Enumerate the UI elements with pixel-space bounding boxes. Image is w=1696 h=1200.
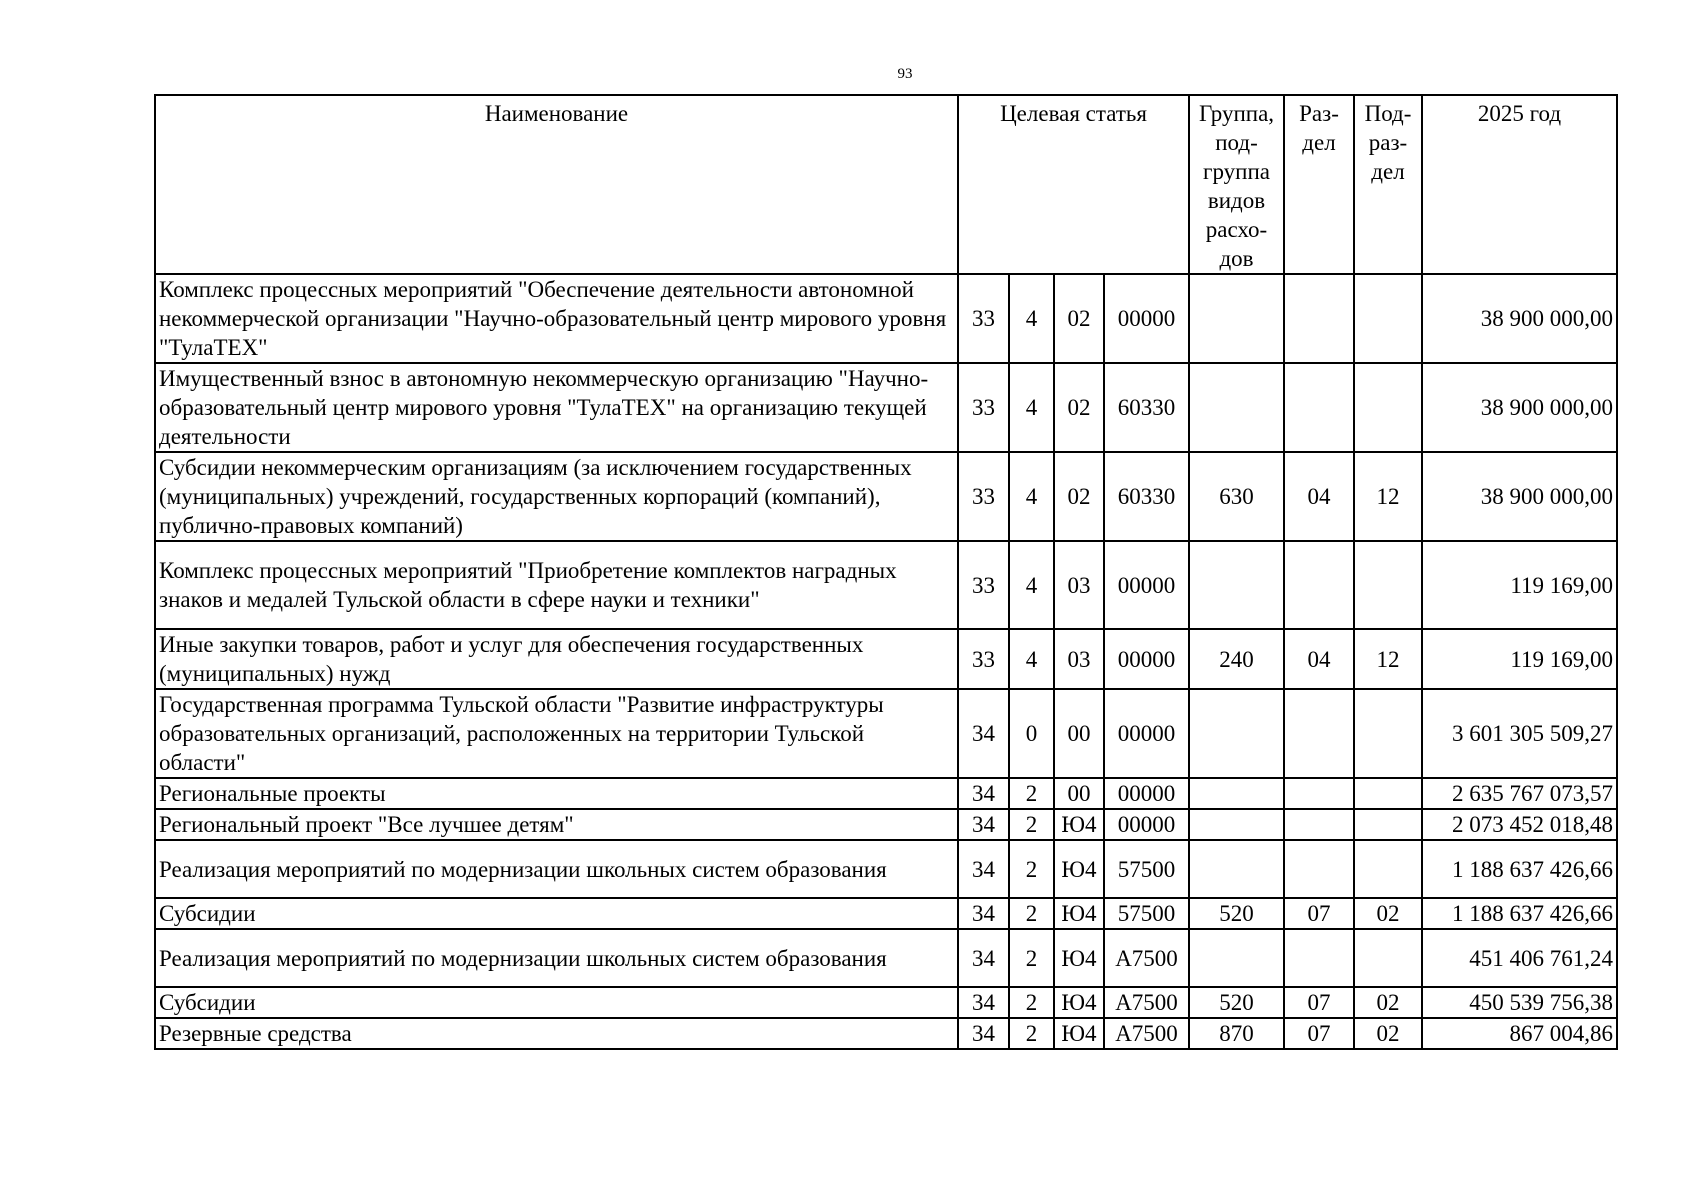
target-article-program: 34 xyxy=(958,809,1009,840)
target-article-subprogram: Ю4 xyxy=(1054,898,1104,929)
section-code: 07 xyxy=(1284,987,1354,1018)
section-code: 07 xyxy=(1284,898,1354,929)
section-code xyxy=(1284,809,1354,840)
section-code xyxy=(1284,363,1354,452)
target-article-type: 2 xyxy=(1009,1018,1054,1049)
amount-2025: 38 900 000,00 xyxy=(1422,274,1617,363)
target-article-program: 34 xyxy=(958,987,1009,1018)
target-article-subprogram: 02 xyxy=(1054,274,1104,363)
expense-group xyxy=(1189,363,1284,452)
target-article-subprogram: Ю4 xyxy=(1054,840,1104,898)
amount-2025: 867 004,86 xyxy=(1422,1018,1617,1049)
target-article-direction: А7500 xyxy=(1104,1018,1189,1049)
row-name: Региональный проект "Все лучшее детям" xyxy=(155,809,958,840)
subsection-code xyxy=(1354,689,1422,778)
table-row xyxy=(155,929,1617,987)
subsection-code: 02 xyxy=(1354,987,1422,1018)
row-name: Реализация мероприятий по модернизации школьных систем образования xyxy=(155,840,958,898)
target-article-subprogram: 03 xyxy=(1054,629,1104,689)
row-name: Резервные средства xyxy=(155,1018,958,1049)
table-row xyxy=(155,274,1617,363)
target-article-program: 33 xyxy=(958,363,1009,452)
row-name: Комплекс процессных мероприятий "Приобретение комплектов наградных знаков и медалей Тульской области в сфере науки и техники" xyxy=(155,541,958,629)
table-row xyxy=(155,452,1617,541)
row-name: Субсидии некоммерческим организациям (за исключением государственных (муниципальных) учреждений, государственных корпораций (компаний), публично-правовых компаний) xyxy=(155,452,958,541)
subsection-code xyxy=(1354,541,1422,629)
row-name: Субсидии xyxy=(155,898,958,929)
subsection-code xyxy=(1354,274,1422,363)
expense-group xyxy=(1189,778,1284,809)
subsection-code: 02 xyxy=(1354,1018,1422,1049)
target-article-program: 33 xyxy=(958,541,1009,629)
section-code xyxy=(1284,689,1354,778)
subsection-code: 12 xyxy=(1354,629,1422,689)
table-body xyxy=(155,274,1617,1049)
expense-group xyxy=(1189,541,1284,629)
amount-2025: 450 539 756,38 xyxy=(1422,987,1617,1018)
target-article-direction: А7500 xyxy=(1104,929,1189,987)
row-name: Иные закупки товаров, работ и услуг для обеспечения государственных (муниципальных) нужд xyxy=(155,629,958,689)
expense-group xyxy=(1189,274,1284,363)
section-code xyxy=(1284,541,1354,629)
target-article-subprogram: 00 xyxy=(1054,778,1104,809)
target-article-type: 2 xyxy=(1009,778,1054,809)
amount-2025: 3 601 305 509,27 xyxy=(1422,689,1617,778)
expense-group xyxy=(1189,689,1284,778)
target-article-type: 2 xyxy=(1009,809,1054,840)
subsection-code xyxy=(1354,929,1422,987)
target-article-subprogram: Ю4 xyxy=(1054,809,1104,840)
header-expense-group: Группа, под-группа видов расхо-дов xyxy=(1189,95,1284,274)
amount-2025: 38 900 000,00 xyxy=(1422,363,1617,452)
section-code xyxy=(1284,778,1354,809)
row-name: Региональные проекты xyxy=(155,778,958,809)
target-article-type: 2 xyxy=(1009,929,1054,987)
target-article-direction: 00000 xyxy=(1104,541,1189,629)
table-row xyxy=(155,987,1617,1018)
target-article-program: 33 xyxy=(958,274,1009,363)
section-code xyxy=(1284,929,1354,987)
section-code xyxy=(1284,274,1354,363)
target-article-direction: 00000 xyxy=(1104,689,1189,778)
target-article-direction: А7500 xyxy=(1104,987,1189,1018)
expense-group: 520 xyxy=(1189,898,1284,929)
subsection-code xyxy=(1354,363,1422,452)
table-row xyxy=(155,778,1617,809)
target-article-program: 34 xyxy=(958,778,1009,809)
page-number: 93 xyxy=(897,66,913,82)
expense-group xyxy=(1189,929,1284,987)
table-row xyxy=(155,689,1617,778)
header-year-2025: 2025 год xyxy=(1422,95,1617,274)
amount-2025: 38 900 000,00 xyxy=(1422,452,1617,541)
header-name: Наименование xyxy=(155,95,958,274)
expense-group: 630 xyxy=(1189,452,1284,541)
row-name: Имущественный взнос в автономную некоммерческую организацию "Научно-образовательный центр мирового уровня "ТулаТЕХ" на организацию текущей деятельности xyxy=(155,363,958,452)
table-row xyxy=(155,898,1617,929)
amount-2025: 119 169,00 xyxy=(1422,629,1617,689)
target-article-type: 4 xyxy=(1009,363,1054,452)
table-header-row xyxy=(155,95,1617,274)
header-subsection: Под-раз-дел xyxy=(1354,95,1422,274)
subsection-code xyxy=(1354,840,1422,898)
target-article-direction: 00000 xyxy=(1104,629,1189,689)
target-article-subprogram: 03 xyxy=(1054,541,1104,629)
row-name: Субсидии xyxy=(155,987,958,1018)
target-article-type: 4 xyxy=(1009,274,1054,363)
amount-2025: 1 188 637 426,66 xyxy=(1422,898,1617,929)
target-article-program: 34 xyxy=(958,840,1009,898)
target-article-direction: 00000 xyxy=(1104,809,1189,840)
target-article-direction: 00000 xyxy=(1104,778,1189,809)
row-name: Комплекс процессных мероприятий "Обеспечение деятельности автономной некоммерческой организации "Научно-образовательный центр мирового уровня "ТулаТЕХ" xyxy=(155,274,958,363)
table-row xyxy=(155,363,1617,452)
table-row xyxy=(155,629,1617,689)
target-article-direction: 60330 xyxy=(1104,452,1189,541)
table-row xyxy=(155,1018,1617,1049)
expense-group xyxy=(1189,809,1284,840)
amount-2025: 451 406 761,24 xyxy=(1422,929,1617,987)
target-article-type: 4 xyxy=(1009,629,1054,689)
target-article-subprogram: Ю4 xyxy=(1054,987,1104,1018)
table-row xyxy=(155,809,1617,840)
subsection-code: 02 xyxy=(1354,898,1422,929)
target-article-subprogram: Ю4 xyxy=(1054,1018,1104,1049)
expense-group: 520 xyxy=(1189,987,1284,1018)
target-article-direction: 57500 xyxy=(1104,898,1189,929)
budget-table xyxy=(154,94,1618,1050)
target-article-program: 34 xyxy=(958,689,1009,778)
section-code: 04 xyxy=(1284,629,1354,689)
target-article-program: 34 xyxy=(958,929,1009,987)
target-article-program: 33 xyxy=(958,629,1009,689)
target-article-type: 2 xyxy=(1009,987,1054,1018)
amount-2025: 2 073 452 018,48 xyxy=(1422,809,1617,840)
target-article-direction: 57500 xyxy=(1104,840,1189,898)
amount-2025: 119 169,00 xyxy=(1422,541,1617,629)
target-article-subprogram: 02 xyxy=(1054,363,1104,452)
header-target-article: Целевая статья xyxy=(958,95,1189,274)
section-code: 04 xyxy=(1284,452,1354,541)
expense-group: 240 xyxy=(1189,629,1284,689)
target-article-type: 4 xyxy=(1009,541,1054,629)
target-article-direction: 00000 xyxy=(1104,274,1189,363)
subsection-code xyxy=(1354,778,1422,809)
target-article-type: 2 xyxy=(1009,840,1054,898)
target-article-subprogram: 00 xyxy=(1054,689,1104,778)
target-article-subprogram: 02 xyxy=(1054,452,1104,541)
table-row xyxy=(155,541,1617,629)
section-code xyxy=(1284,840,1354,898)
target-article-type: 2 xyxy=(1009,898,1054,929)
row-name: Реализация мероприятий по модернизации школьных систем образования xyxy=(155,929,958,987)
section-code: 07 xyxy=(1284,1018,1354,1049)
amount-2025: 1 188 637 426,66 xyxy=(1422,840,1617,898)
target-article-program: 34 xyxy=(958,1018,1009,1049)
expense-group xyxy=(1189,840,1284,898)
header-section: Раз-дел xyxy=(1284,95,1354,274)
amount-2025: 2 635 767 073,57 xyxy=(1422,778,1617,809)
target-article-type: 4 xyxy=(1009,452,1054,541)
subsection-code xyxy=(1354,809,1422,840)
subsection-code: 12 xyxy=(1354,452,1422,541)
target-article-direction: 60330 xyxy=(1104,363,1189,452)
target-article-type: 0 xyxy=(1009,689,1054,778)
target-article-program: 34 xyxy=(958,898,1009,929)
row-name: Государственная программа Тульской области "Развитие инфраструктуры образовательных организаций, расположенных на территории Тульской области" xyxy=(155,689,958,778)
target-article-program: 33 xyxy=(958,452,1009,541)
expense-group: 870 xyxy=(1189,1018,1284,1049)
table-row xyxy=(155,840,1617,898)
target-article-subprogram: Ю4 xyxy=(1054,929,1104,987)
